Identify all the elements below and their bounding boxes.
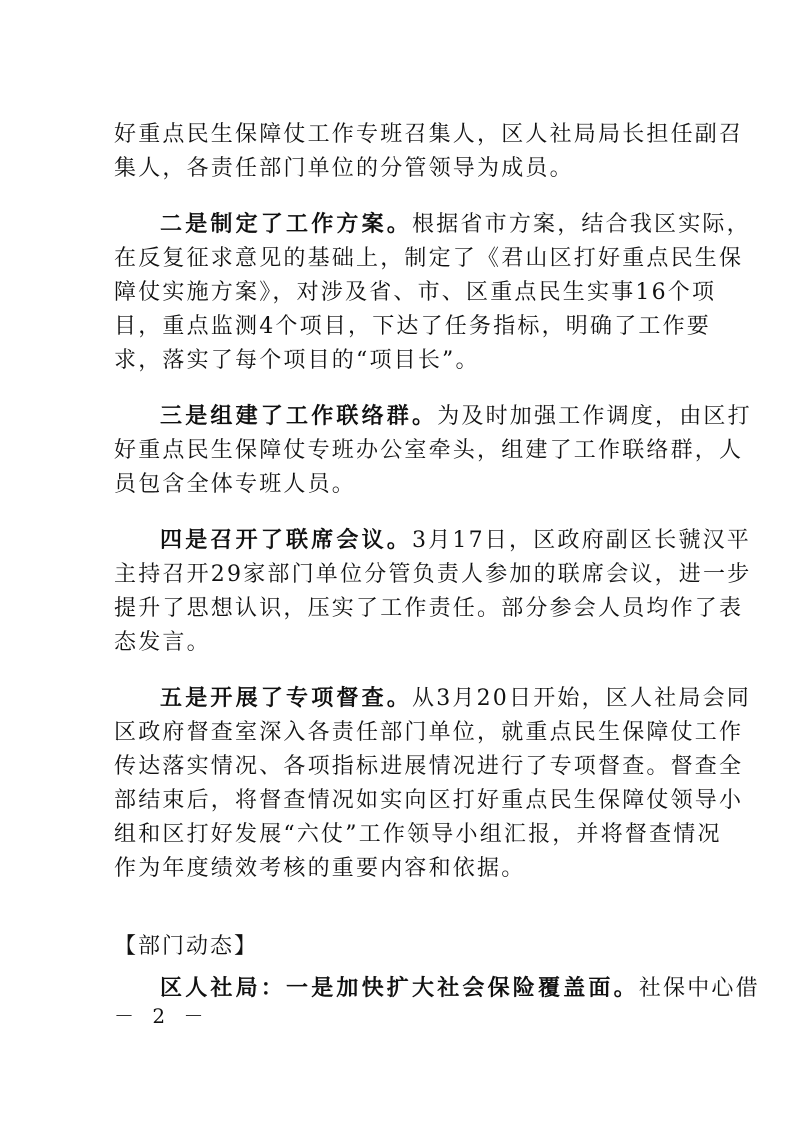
section-heading: 【部门动态】 (114, 934, 259, 959)
text-line: 提升了思想认识，压实了工作责任。部分参会人员均作了表 (114, 596, 744, 621)
text-line: 作为年度绩效考核的重要内容和依据。 (114, 856, 526, 881)
paragraph-text: 根据省市方案，结合我区实际， (412, 212, 751, 237)
text-line: 好重点民生保障仗专班办公室牵头，组建了工作联络群，人 (114, 438, 744, 463)
text-line: 组和区打好发展“六仗”工作领导小组汇报，并将督查情况 (114, 822, 722, 847)
page-number: － 2 － (114, 1004, 210, 1028)
paragraph-lead: 区人社局：一是加快扩大社会保险覆盖面。 (160, 976, 639, 1001)
text-line: 在反复征求意见的基础上，制定了《君山区打好重点民生保 (114, 246, 744, 271)
text-line: 目，重点监测4个项目，下达了任务指标，明确了工作要 (114, 314, 711, 339)
paragraph-first-line (114, 682, 752, 716)
paragraph-first-line (114, 208, 751, 242)
text-line: 态发言。 (114, 630, 211, 655)
paragraph-first-line (114, 400, 752, 434)
text-line: 员包含全体专班人员。 (114, 472, 357, 497)
paragraph-lead: 五是开展了专项督查。 (160, 686, 413, 711)
text-line: 集人，各责任部门单位的分管领导为成员。 (114, 156, 574, 181)
paragraph-text: 为及时加强工作调度，由区打 (437, 404, 752, 429)
text-line: 传达落实情况、各项指标进展情况进行了专项督查。督查全 (114, 754, 744, 779)
text-line: 区政府督查室深入各责任部门单位，就重点民生保障仗工作 (114, 720, 744, 745)
text-line: 求，落实了每个项目的“项目长”。 (114, 348, 480, 373)
text-line: 部结束后，将督查情况如实向区打好重点民生保障仗领导小 (114, 788, 744, 813)
paragraph-text: 社保中心借 (638, 976, 760, 1001)
paragraph-text: 3月17日，区政府副区长虢汉平 (412, 528, 752, 553)
text-line: 好重点民生保障仗工作专班召集人，区人社局局长担任副召 (114, 122, 744, 147)
paragraph-lead: 四是召开了联席会议。 (160, 528, 413, 553)
paragraph-first-line (114, 524, 752, 558)
text-line: 障仗实施方案》，对涉及省、市、区重点民生实事16个项 (114, 280, 717, 305)
text-line: 主持召开29家部门单位分管负责人参加的联席会议，进一步 (114, 562, 752, 587)
paragraph-lead: 三是组建了工作联络群。 (160, 404, 438, 429)
document-body (114, 118, 760, 1006)
paragraph-lead: 二是制定了工作方案。 (160, 212, 413, 237)
paragraph-text: 从3月20日开始，区人社局会同 (412, 686, 752, 711)
